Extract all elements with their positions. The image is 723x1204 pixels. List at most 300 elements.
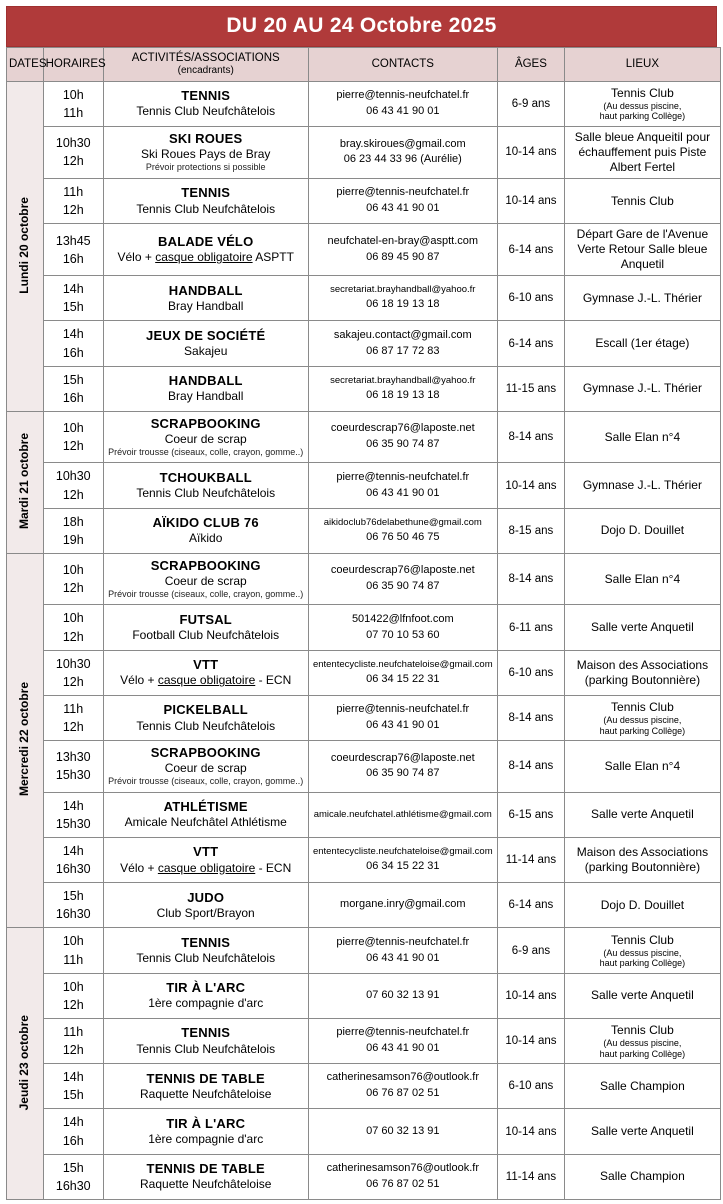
cell-contacts	[308, 1154, 498, 1199]
cell-activity	[103, 928, 308, 973]
cell-hours	[43, 1018, 103, 1063]
cell-location	[564, 1018, 720, 1063]
location-name: Salle Elan n°4	[604, 429, 681, 444]
cell-contacts	[308, 695, 498, 740]
hour-value: 12h	[62, 720, 84, 735]
table-row	[7, 81, 721, 126]
location-name: Tennis Club	[611, 193, 674, 208]
activity-title: SCRAPBOOKING	[150, 415, 261, 431]
cell-location	[564, 928, 720, 973]
table-row	[7, 792, 721, 837]
hour-value: 12h	[62, 439, 84, 454]
table-header	[7, 48, 721, 82]
cell-location	[564, 463, 720, 508]
activity-title: JUDO	[187, 889, 225, 905]
hour-value: 14h	[62, 1070, 84, 1085]
hour-value: 12h	[62, 997, 84, 1012]
hour-value: 15h	[62, 1160, 84, 1175]
cell-ages: 10-14 ans	[498, 463, 565, 508]
day-label	[7, 411, 44, 553]
cell-ages: 8-14 ans	[498, 741, 565, 793]
contact-phone: 06 76 87 02 51	[366, 1087, 440, 1100]
hour-value: 14h	[62, 843, 84, 858]
hour-value: 10h30	[55, 469, 91, 484]
hour-value: 15h	[62, 372, 84, 387]
cell-activity	[103, 224, 308, 276]
activity-title: HANDBALL	[168, 373, 243, 389]
cell-activity	[103, 411, 308, 463]
contact-email[interactable]: pierre@tennis-neufchatel.fr	[336, 470, 470, 483]
hour-value: 10h	[62, 87, 84, 102]
cell-hours	[43, 605, 103, 650]
cell-activity	[103, 178, 308, 223]
activity-association: Raquette Neufchâteloise	[140, 1177, 272, 1192]
hour-value: 11h	[63, 1024, 84, 1039]
activity-title: SKI ROUES	[169, 131, 243, 147]
cell-activity	[103, 837, 308, 882]
activity-association: Amicale Neufchâtel Athlétisme	[124, 815, 287, 830]
table-row	[7, 366, 721, 411]
hour-value: 16h30	[55, 1178, 91, 1193]
cell-ages: 6-11 ans	[498, 605, 565, 650]
cell-location	[564, 178, 720, 223]
cell-contacts	[308, 553, 498, 605]
day-label	[7, 928, 44, 1200]
hour-value: 10h	[62, 979, 84, 994]
activity-title: AÏKIDO CLUB 76	[152, 515, 259, 531]
cell-location	[564, 1064, 720, 1109]
cell-ages: 6-10 ans	[498, 276, 565, 321]
activity-association: Football Club Neufchâtelois	[132, 628, 280, 643]
cell-activity	[103, 276, 308, 321]
cell-ages: 6-9 ans	[498, 81, 565, 126]
hour-value: 12h	[62, 1043, 84, 1058]
cell-location	[564, 837, 720, 882]
activity-association: Coeur de scrap	[164, 574, 247, 589]
contact-phone: 07 60 32 13 91	[366, 1124, 440, 1137]
cell-location	[564, 650, 720, 695]
contact-phone: 06 43 41 90 01	[366, 104, 440, 117]
contact-email[interactable]: catherinesamson76@outlook.fr	[326, 1071, 479, 1084]
cell-hours	[43, 928, 103, 973]
cell-contacts	[308, 411, 498, 463]
cell-ages: 6-10 ans	[498, 1064, 565, 1109]
cell-activity	[103, 883, 308, 928]
hour-value: 18h	[62, 514, 84, 529]
contact-phone: 06 23 44 33 96 (Aurélie)	[343, 153, 462, 166]
location-name: Salle Elan n°4	[604, 758, 681, 773]
cell-hours	[43, 973, 103, 1018]
location-detail: (Au dessus piscine, haut parking Collège)	[599, 101, 686, 122]
location-name: Tennis Club	[611, 700, 674, 715]
activity-note: Prévoir protections si possible	[145, 162, 266, 173]
activity-title: HANDBALL	[168, 282, 243, 298]
contact-email[interactable]: bray.skiroues@gmail.com	[339, 137, 466, 150]
location-name: Maison des Associations (parking Boutonnière)	[576, 657, 709, 687]
hour-value: 12h	[62, 154, 84, 169]
activity-title: ATHLÉTISME	[163, 799, 248, 815]
col-activites-label: ACTIVITÉS/ASSOCIATIONS	[131, 52, 280, 64]
activity-association: Tennis Club Neufchâtelois	[136, 951, 276, 966]
contact-email[interactable]: secretariat.brayhandball@yahoo.fr	[330, 374, 476, 386]
cell-hours	[43, 1154, 103, 1199]
cell-ages: 8-14 ans	[498, 411, 565, 463]
activity-association: Vélo + casque obligatoire - ECN	[120, 673, 292, 688]
table-row	[7, 883, 721, 928]
day-label-text: Jeudi 23 octobre	[16, 1014, 31, 1110]
contact-email[interactable]: morgane.inry@gmail.com	[340, 898, 466, 911]
contact-phone: 06 35 90 74 87	[366, 438, 440, 451]
cell-contacts	[308, 508, 498, 553]
cell-activity	[103, 650, 308, 695]
cell-activity	[103, 81, 308, 126]
cell-hours	[43, 178, 103, 223]
location-name: Départ Gare de l'Avenue Verte Retour Salle bleue Anquetil	[576, 227, 709, 272]
table-row	[7, 321, 721, 366]
table-row	[7, 1109, 721, 1154]
activity-title: SCRAPBOOKING	[150, 557, 261, 573]
contact-email[interactable]: pierre@tennis-neufchatel.fr	[336, 935, 470, 948]
contact-email[interactable]: catherinesamson76@outlook.fr	[326, 1161, 479, 1174]
location-name: Salle verte Anquetil	[591, 1124, 694, 1139]
table-row	[7, 1018, 721, 1063]
location-detail: (Au dessus piscine, haut parking Collège)	[599, 947, 686, 969]
activity-note: Prévoir trousse (ciseaux, colle, crayon, gomme..)	[108, 776, 304, 787]
contact-phone: 06 87 17 72 83	[366, 344, 440, 357]
contact-email[interactable]: pierre@tennis-neufchatel.fr	[336, 1026, 470, 1039]
table-row	[7, 605, 721, 650]
contact-phone: 06 34 15 22 31	[366, 672, 440, 685]
hour-value: 10h	[62, 421, 84, 436]
location-name: Salle Elan n°4	[604, 571, 681, 586]
contact-email[interactable]: coeurdescrap76@laposte.net	[330, 422, 475, 435]
location-name: Salle Champion	[600, 1169, 685, 1184]
contact-phone: 06 89 45 90 87	[366, 250, 440, 263]
cell-contacts	[308, 605, 498, 650]
hour-value: 12h	[62, 674, 84, 689]
hour-value: 11h	[63, 701, 84, 716]
location-name: Gymnase J.-L. Thérier	[582, 478, 702, 493]
cell-ages: 10-14 ans	[498, 126, 565, 178]
hour-value: 16h	[62, 1133, 84, 1148]
cell-hours	[43, 463, 103, 508]
cell-activity	[103, 463, 308, 508]
activity-association: Vélo + casque obligatoire - ECN	[120, 860, 292, 875]
cell-hours	[43, 883, 103, 928]
contact-phone: 06 43 41 90 01	[366, 1042, 440, 1055]
activity-title: PICKELBALL	[163, 702, 248, 718]
contact-phone: 06 43 41 90 01	[366, 202, 440, 215]
cell-ages: 8-14 ans	[498, 553, 565, 605]
cell-ages: 8-14 ans	[498, 695, 565, 740]
contact-phone: 06 18 19 13 18	[366, 388, 440, 401]
cell-ages: 11-14 ans	[498, 837, 565, 882]
hour-value: 14h	[62, 282, 84, 297]
table-row	[7, 508, 721, 553]
activity-title: FUTSAL	[179, 611, 232, 627]
cell-location	[564, 553, 720, 605]
cell-location	[564, 366, 720, 411]
cell-location	[564, 695, 720, 740]
cell-activity	[103, 366, 308, 411]
cell-location	[564, 741, 720, 793]
contact-email[interactable]: 501422@lfnfoot.com	[351, 612, 454, 625]
cell-location	[564, 508, 720, 553]
cell-ages: 6-10 ans	[498, 650, 565, 695]
cell-contacts	[308, 321, 498, 366]
hour-value: 15h30	[55, 768, 91, 783]
hour-value: 10h	[62, 563, 84, 578]
cell-activity	[103, 1109, 308, 1154]
hour-value: 10h	[62, 934, 84, 949]
activity-title: TENNIS	[181, 1025, 231, 1041]
cell-ages: 11-14 ans	[498, 1154, 565, 1199]
contact-email[interactable]: neufchatel-en-bray@asptt.com	[327, 234, 479, 247]
cell-hours	[43, 81, 103, 126]
col-activites	[103, 48, 308, 82]
location-detail: (Au dessus piscine, haut parking Collège)	[599, 1038, 686, 1059]
location-name: Tennis Club	[611, 932, 674, 947]
location-name: Salle verte Anquetil	[591, 620, 694, 635]
activity-association: Tennis Club Neufchâtelois	[136, 1041, 276, 1056]
day-label	[7, 81, 44, 411]
hour-value: 15h30	[55, 816, 91, 831]
cell-hours	[43, 411, 103, 463]
cell-activity	[103, 321, 308, 366]
activity-title: VTT	[193, 657, 219, 673]
location-name: Salle verte Anquetil	[591, 988, 694, 1003]
table-row	[7, 553, 721, 605]
hour-value: 16h	[62, 251, 84, 266]
contact-email[interactable]: secretariat.brayhandball@yahoo.fr	[330, 284, 476, 296]
cell-contacts	[308, 276, 498, 321]
cell-location	[564, 321, 720, 366]
cell-hours	[43, 650, 103, 695]
cell-contacts	[308, 366, 498, 411]
contact-phone: 06 35 90 74 87	[366, 580, 440, 593]
cell-activity	[103, 605, 308, 650]
activity-association: Coeur de scrap	[164, 761, 247, 776]
cell-hours	[43, 837, 103, 882]
contact-phone: 06 76 50 46 75	[366, 530, 440, 543]
cell-location	[564, 792, 720, 837]
contact-phone: 06 18 19 13 18	[366, 298, 440, 311]
cell-hours	[43, 695, 103, 740]
activity-association: Tennis Club Neufchâtelois	[136, 718, 276, 733]
activity-association: Bray Handball	[168, 389, 244, 404]
cell-location	[564, 973, 720, 1018]
cell-ages: 10-14 ans	[498, 973, 565, 1018]
hour-value: 10h	[62, 611, 84, 626]
activity-title: TCHOUKBALL	[159, 469, 252, 485]
cell-contacts	[308, 1109, 498, 1154]
cell-hours	[43, 1064, 103, 1109]
hour-value: 12h	[62, 581, 84, 596]
schedule-table	[6, 47, 721, 1200]
hour-value: 15h	[62, 1088, 84, 1103]
hour-value: 16h30	[55, 907, 91, 922]
cell-location	[564, 883, 720, 928]
contact-email[interactable]: amicale.neufchatel.athlétisme@gmail.com	[313, 808, 492, 820]
col-activites-sublabel: (encadrants)	[177, 65, 234, 77]
activity-title: TIR À L'ARC	[166, 980, 246, 996]
col-dates: DATES	[7, 48, 44, 82]
activity-association: Tennis Club Neufchâtelois	[136, 486, 276, 501]
hour-value: 16h	[62, 345, 84, 360]
cell-activity	[103, 1018, 308, 1063]
activity-title: TENNIS	[181, 88, 231, 104]
cell-hours	[43, 508, 103, 553]
cell-activity	[103, 792, 308, 837]
cell-hours	[43, 126, 103, 178]
cell-location	[564, 605, 720, 650]
cell-ages: 6-14 ans	[498, 883, 565, 928]
contact-phone: 06 43 41 90 01	[366, 719, 440, 732]
cell-contacts	[308, 792, 498, 837]
activity-association: Raquette Neufchâteloise	[140, 1086, 272, 1101]
cell-contacts	[308, 463, 498, 508]
contact-email[interactable]: pierre@tennis-neufchatel.fr	[336, 186, 470, 199]
cell-contacts	[308, 1018, 498, 1063]
activity-association: Aïkido	[189, 531, 223, 546]
cell-contacts	[308, 973, 498, 1018]
cell-location	[564, 126, 720, 178]
cell-ages: 10-14 ans	[498, 1109, 565, 1154]
contact-email[interactable]: coeurdescrap76@laposte.net	[330, 564, 475, 577]
activity-association: Tennis Club Neufchâtelois	[136, 104, 276, 119]
cell-contacts	[308, 741, 498, 793]
hour-value: 15h	[62, 300, 84, 315]
day-label-text: Mercredi 22 octobre	[16, 682, 31, 797]
col-horaires: HORAIRES	[43, 48, 103, 82]
day-label	[7, 553, 44, 928]
cell-hours	[43, 792, 103, 837]
col-lieux: LIEUX	[564, 48, 720, 82]
activity-association: 1ère compagnie d'arc	[148, 996, 264, 1011]
contact-phone: 06 76 87 02 51	[366, 1177, 440, 1190]
table-row	[7, 928, 721, 973]
table-row	[7, 973, 721, 1018]
cell-activity	[103, 553, 308, 605]
table-row	[7, 650, 721, 695]
table-row	[7, 741, 721, 793]
day-label-text: Mardi 21 octobre	[16, 432, 31, 529]
cell-ages: 10-14 ans	[498, 178, 565, 223]
cell-hours	[43, 553, 103, 605]
location-name: Dojo D. Douillet	[600, 897, 685, 912]
cell-activity	[103, 1064, 308, 1109]
location-name: Salle Champion	[600, 1078, 685, 1093]
activity-title: TENNIS	[181, 185, 231, 201]
activity-title: TENNIS DE TABLE	[146, 1161, 265, 1177]
cell-activity	[103, 695, 308, 740]
contact-email[interactable]: ententecycliste.neufchateloise@gmail.com	[312, 658, 493, 670]
cell-hours	[43, 224, 103, 276]
cell-activity	[103, 126, 308, 178]
table-row	[7, 178, 721, 223]
activity-title: TENNIS	[181, 934, 231, 950]
cell-contacts	[308, 126, 498, 178]
location-name: Tennis Club	[611, 1023, 674, 1038]
cell-hours	[43, 1109, 103, 1154]
contact-phone: 06 43 41 90 01	[366, 951, 440, 964]
activity-title: BALADE VÉLO	[158, 234, 254, 250]
contact-phone: 07 60 32 13 91	[366, 988, 440, 1001]
cell-activity	[103, 508, 308, 553]
table-row	[7, 224, 721, 276]
cell-location	[564, 276, 720, 321]
cell-ages: 11-15 ans	[498, 366, 565, 411]
cell-contacts	[308, 928, 498, 973]
hour-value: 12h	[62, 629, 84, 644]
cell-activity	[103, 1154, 308, 1199]
hour-value: 11h	[63, 105, 84, 120]
activity-title: SCRAPBOOKING	[150, 745, 261, 761]
activity-association: Bray Handball	[168, 298, 244, 313]
contact-phone: 07 70 10 53 60	[366, 628, 440, 641]
activity-title: TIR À L'ARC	[166, 1115, 246, 1131]
contact-email[interactable]: aikidoclub76delabethune@gmail.com	[323, 516, 482, 528]
cell-hours	[43, 741, 103, 793]
cell-activity	[103, 973, 308, 1018]
table-row	[7, 695, 721, 740]
col-ages: ÂGES	[498, 48, 565, 82]
activity-association: Ski Roues Pays de Bray	[141, 147, 271, 162]
cell-location	[564, 81, 720, 126]
location-name: Tennis Club	[611, 86, 674, 100]
table-row	[7, 837, 721, 882]
cell-hours	[43, 321, 103, 366]
cell-ages: 6-14 ans	[498, 321, 565, 366]
table-row	[7, 1154, 721, 1199]
contact-email[interactable]: coeurdescrap76@laposte.net	[330, 751, 475, 764]
activity-title: JEUX DE SOCIÉTÉ	[146, 327, 266, 343]
location-name: Maison des Associations (parking Boutonnière)	[576, 845, 709, 875]
hour-value: 14h	[62, 1115, 84, 1130]
hour-value: 19h	[62, 532, 84, 547]
contact-email[interactable]: sakajeu.contact@gmail.com	[333, 328, 472, 341]
table-body	[7, 81, 721, 1199]
cell-location	[564, 224, 720, 276]
contact-phone: 06 34 15 22 31	[366, 860, 440, 872]
location-name: Gymnase J.-L. Thérier	[582, 290, 702, 305]
contact-email[interactable]: pierre@tennis-neufchatel.fr	[336, 703, 470, 716]
cell-contacts	[308, 1064, 498, 1109]
hour-value: 15h	[62, 889, 84, 904]
contact-email[interactable]: pierre@tennis-neufchatel.fr	[336, 88, 470, 101]
cell-contacts	[308, 883, 498, 928]
cell-activity	[103, 741, 308, 793]
location-detail: (Au dessus piscine, haut parking Collège)	[599, 715, 686, 736]
contact-phone: 06 35 90 74 87	[366, 767, 440, 780]
cell-hours	[43, 276, 103, 321]
activity-association: 1ère compagnie d'arc	[148, 1132, 264, 1147]
hour-value: 13h45	[55, 233, 91, 248]
activity-note: Prévoir trousse (ciseaux, colle, crayon, gomme..)	[108, 589, 304, 600]
table-row	[7, 411, 721, 463]
cell-location	[564, 1109, 720, 1154]
hour-value: 10h30	[55, 136, 91, 151]
activity-association: Vélo + casque obligatoire ASPTT	[117, 250, 294, 265]
activity-title: VTT	[193, 844, 219, 860]
activity-association: Club Sport/Brayon	[156, 905, 255, 920]
cell-ages: 8-15 ans	[498, 508, 565, 553]
location-name: Salle bleue Anqueitil pour échauffement puis Piste Albert Fertel	[574, 129, 711, 174]
activity-association: Coeur de scrap	[164, 432, 247, 447]
contact-email[interactable]: ententecycliste.neufchateloise@gmail.com	[312, 846, 493, 858]
table-row	[7, 463, 721, 508]
page-title: DU 20 AU 24 Octobre 2025	[6, 6, 717, 47]
